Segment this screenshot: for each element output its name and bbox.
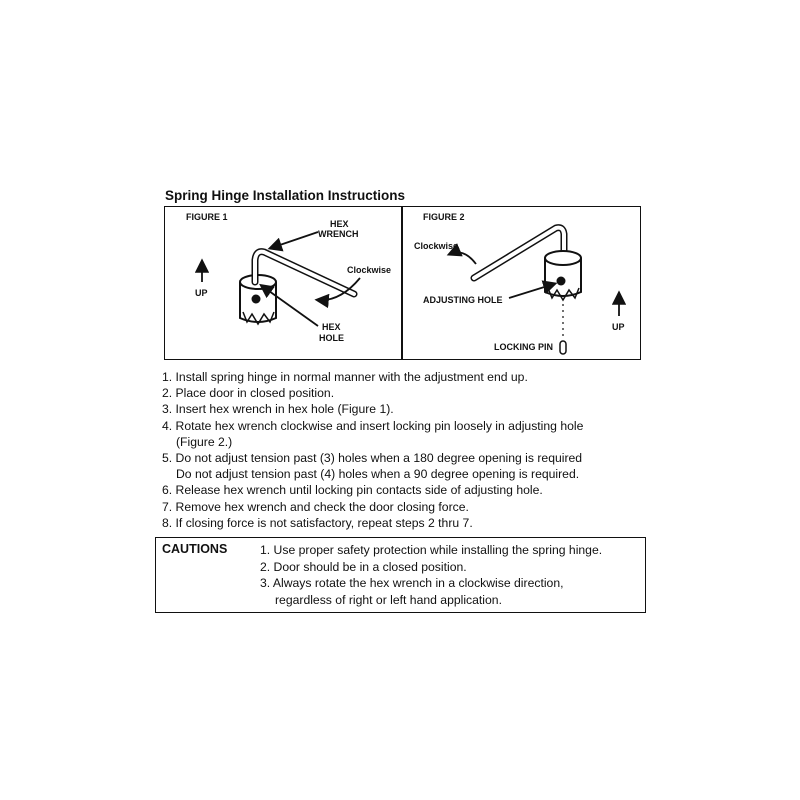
caution-item: 2. Door should be in a closed position.: [260, 559, 467, 574]
locking-pin-icon: [560, 341, 566, 354]
hex-wrench-pointer: [271, 232, 318, 248]
adjusting-hole-label: ADJUSTING HOLE: [423, 295, 503, 305]
step-item: 5. Do not adjust tension past (3) holes when a 180 degree opening is required: [162, 451, 583, 466]
figure-1-up-label: UP: [195, 288, 208, 298]
hex-hole-label-line2: HOLE: [319, 333, 345, 343]
hex-wrench-label-line2: WRENCH: [318, 229, 359, 239]
figure-2: [414, 212, 625, 354]
hinge-barrel-2: [545, 251, 581, 300]
figure-1-clockwise-label: Clockwise: [347, 265, 392, 275]
clockwise-arrow-2-icon: [450, 252, 476, 264]
step-item: 4. Rotate hex wrench clockwise and insert locking pin loosely in adjusting hole: [162, 418, 584, 433]
hex-hole-label-line1: HEX: [322, 322, 341, 332]
caution-item: 1. Use proper safety protection while installing the spring hinge.: [260, 543, 603, 557]
step-item: 6. Release hex wrench until locking pin contacts side of adjusting hole.: [162, 483, 543, 498]
figure-2-clockwise-label: Clockwise: [414, 241, 459, 251]
figure-2-up-label: UP: [612, 322, 625, 332]
figures-illustration: [164, 206, 641, 360]
step-item: 2. Place door in closed position.: [162, 386, 335, 401]
step-item: 8. If closing force is not satisfactory, repeat steps 2 thru 7.: [162, 515, 473, 530]
step-item: 7. Remove hex wrench and check the door closing force.: [162, 499, 469, 514]
step-item: 1. Install spring hinge in normal manner with the adjustment end up.: [162, 370, 528, 384]
step-item: 3. Insert hex wrench in hex hole (Figure 1).: [162, 402, 394, 417]
locking-pin-label: LOCKING PIN: [494, 342, 554, 352]
figure-1: [186, 212, 391, 343]
page-title: Spring Hinge Installation Instructions: [165, 188, 406, 203]
step-item-continuation: Do not adjust tension past (4) holes when a 90 degree opening is required.: [176, 467, 580, 482]
hex-wrench-label-line1: HEX: [330, 219, 349, 229]
step-item-continuation: (Figure 2.): [176, 434, 233, 449]
figure-2-label: FIGURE 2: [423, 212, 465, 222]
cautions-heading: CAUTIONS: [162, 542, 228, 556]
caution-item: 3. Always rotate the hex wrench in a clockwise direction,: [260, 576, 564, 590]
cautions-list: [260, 542, 645, 608]
caution-item-continuation: regardless of right or left hand application.: [275, 592, 502, 607]
steps-list: [162, 369, 642, 531]
figure-1-label: FIGURE 1: [186, 212, 228, 222]
